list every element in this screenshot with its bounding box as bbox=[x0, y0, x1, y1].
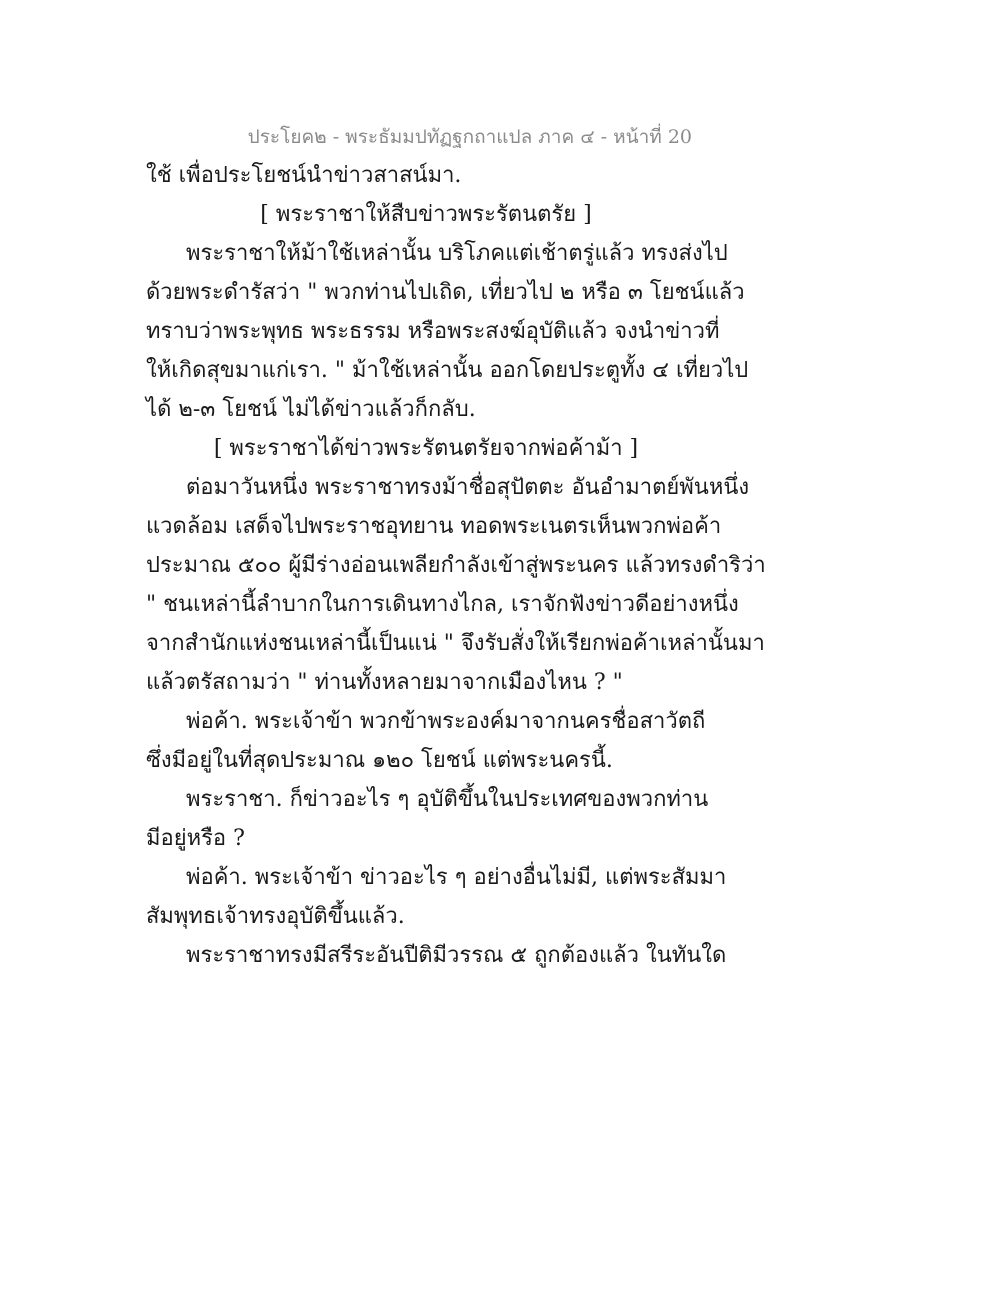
text-line: พ่อค้า. พระเจ้าข้า พวกข้าพระองค์มาจากนครชื่อสาวัตถี bbox=[186, 709, 706, 734]
text-line: ซึ่งมีอยู่ในที่สุดประมาณ ๑๒๐ โยชน์ แต่พระนครนี้. bbox=[146, 748, 613, 773]
text-line: จากสำนักแห่งชนเหล่านี้เป็นแน่ " จึงรับสั่งให้เรียกพ่อค้าเหล่านั้นมา bbox=[146, 631, 765, 656]
text-line: ได้ ๒-๓ โยชน์ ไม่ได้ข่าวแล้วก็กลับ. bbox=[146, 397, 476, 422]
text-line: มีอยู่หรือ ? bbox=[146, 826, 245, 851]
text-line: ต่อมาวันหนึ่ง พระราชาทรงม้าชื่อสุปัตตะ อันอำมาตย์พันหนึ่ง bbox=[186, 475, 750, 500]
text-line: ด้วยพระดำรัสว่า " พวกท่านไปเถิด, เที่ยวไป ๒ หรือ ๓ โยชน์แล้ว bbox=[146, 280, 745, 305]
text-line: พระราชาให้ม้าใช้เหล่านั้น บริโภคแต่เช้าตรู่แล้ว ทรงส่งไป bbox=[186, 241, 728, 266]
text-line: " ชนเหล่านี้ลำบากในการเดินทางไกล, เราจักฟังข่าวดีอย่างหนึ่ง bbox=[146, 592, 739, 617]
text-line: สัมพุทธเจ้าทรงอุบัติขึ้นแล้ว. bbox=[146, 904, 405, 929]
text-line: ใช้ เพื่อประโยชน์นำข่าวสาสน์มา. bbox=[146, 163, 462, 188]
section-heading: [ พระราชาให้สืบข่าวพระรัตนตรัย ] bbox=[260, 202, 592, 227]
body-text bbox=[146, 156, 766, 975]
text-line: พ่อค้า. พระเจ้าข้า ข่าวอะไร ๆ อย่างอื่นไม่มี, แต่พระสัมมา bbox=[186, 865, 727, 890]
running-head: ประโยค๒ - พระธัมมปทัฏฐกถาแปล ภาค ๔ - หน้าที่ 20 bbox=[247, 126, 692, 148]
text-line: พระราชา. ก็ข่าวอะไร ๆ อุบัติขึ้นในประเทศของพวกท่าน bbox=[186, 787, 709, 812]
text-line: แวดล้อม เสด็จไปพระราชอุทยาน ทอดพระเนตรเห็นพวกพ่อค้า bbox=[146, 514, 722, 539]
text-line: พระราชาทรงมีสรีระอันปีติมีวรรณ ๕ ถูกต้องแล้ว ในทันใด bbox=[186, 943, 727, 968]
text-line: ให้เกิดสุขมาแก่เรา. " ม้าใช้เหล่านั้น ออกโดยประตูทั้ง ๔ เที่ยวไป bbox=[146, 358, 749, 383]
text-line: ประมาณ ๕๐๐ ผู้มีร่างอ่อนเพลียกำลังเข้าสู่พระนคร แล้วทรงดำริว่า bbox=[146, 553, 766, 578]
text-line: แล้วตรัสถามว่า " ท่านทั้งหลายมาจากเมืองไหน ? " bbox=[146, 670, 623, 695]
section-heading: [ พระราชาได้ข่าวพระรัตนตรัยจากพ่อค้าม้า ] bbox=[213, 436, 639, 461]
text-line: ทราบว่าพระพุทธ พระธรรม หรือพระสงฆ์อุบัติแล้ว จงนำข่าวที่ bbox=[146, 319, 720, 344]
